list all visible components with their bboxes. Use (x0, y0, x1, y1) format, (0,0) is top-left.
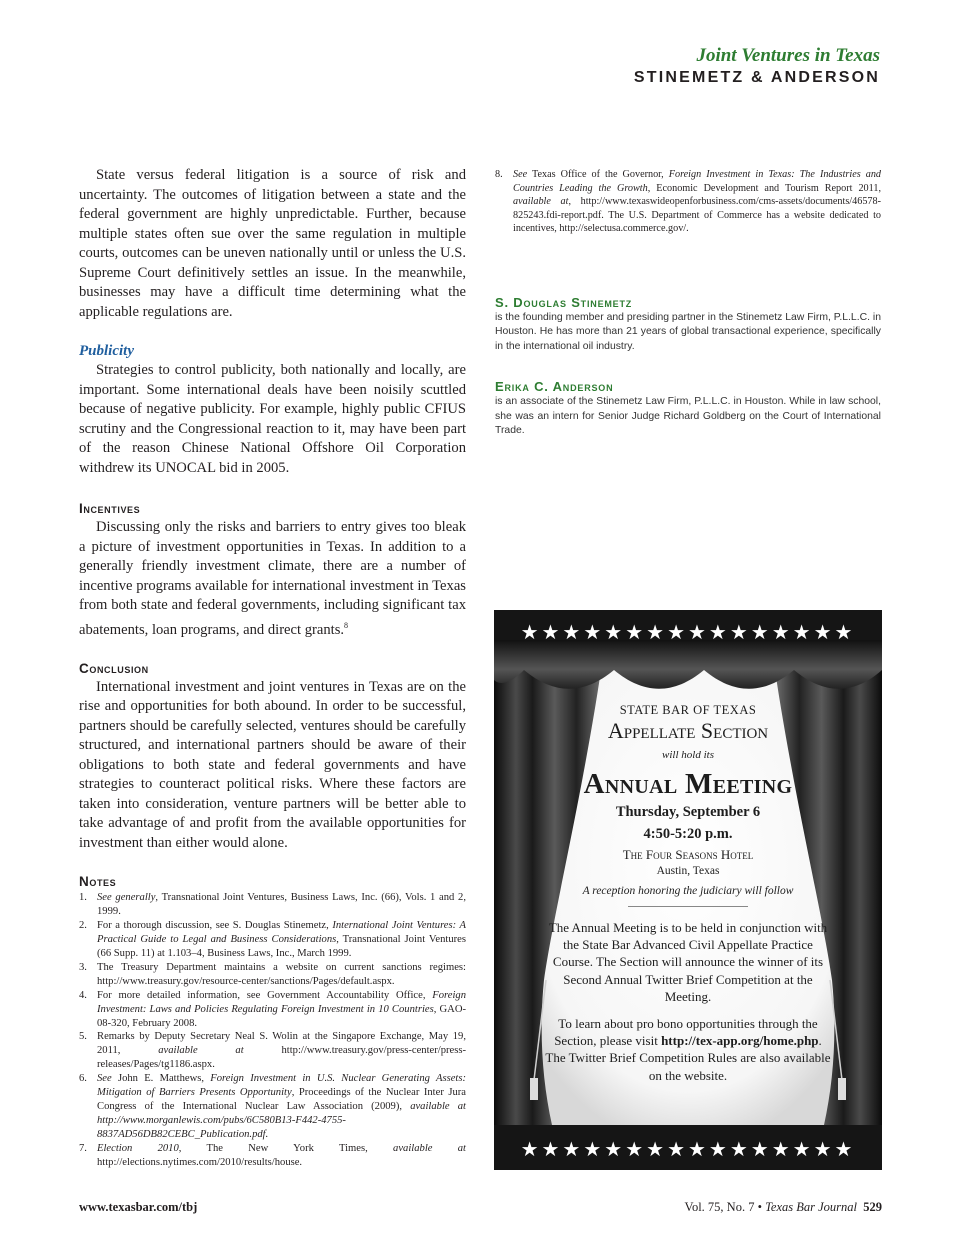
note-text: Texas Office of the Governor, (527, 169, 669, 180)
ad-venue: The Four Seasons Hotel (622, 847, 754, 862)
note-item (79, 919, 466, 961)
publication-title: Joint Ventures in Texas (696, 45, 880, 66)
note-item-8 (495, 168, 881, 236)
note-italic: See (97, 1073, 112, 1085)
note-italic: available at (393, 1142, 466, 1154)
note-item (79, 1030, 466, 1072)
note-text: http://elections.nytimes.com/2010/results/house. (97, 1156, 303, 1168)
notes-heading: Notes (79, 874, 117, 890)
note-italic: Foreign Investment: Laws and Policies Regulating Foreign Investment in 10 Countries (97, 989, 466, 1015)
note-number: 2. (79, 920, 87, 932)
note-text: John E. Matthews, (111, 1073, 211, 1085)
note-number: 6. (79, 1073, 87, 1085)
note-text: Remarks by Deputy Secretary Neal S. Wolin at the Singapore Exchange, May 19, 2011, (97, 1031, 466, 1057)
note-text: , Transnational Joint Ventures (66 Supp. 11) at 1.103–4, Business Laws, Inc., March 1999. (97, 934, 466, 959)
note-italic: available at (513, 196, 569, 208)
author-names: STINEMETZ & ANDERSON (633, 69, 880, 86)
note-number: 8. (495, 169, 503, 180)
author-bio-name: S. Douglas Stinemetz (495, 294, 633, 310)
incentives-text: Discussing only the risks and barriers to entry gives too bleak a picture of investment opportunities in Texas. In addition to a generally friendly investment climate, there are a number of incentive programs available for international investment in Texas from both state and federal governments, including significant tax abatements, loan programs, and direct grants. (79, 519, 466, 638)
note-item (79, 989, 466, 1031)
note-text: http://www.treasury.gov/press-center/press-releases/Pages/tg1186.aspx. (97, 1045, 467, 1071)
note-italic: International Joint Ventures: A Practical Guide to Legal and Business Considerations (97, 920, 466, 946)
note-italic: Foreign Investment in Texas: The Industries and Countries Leading the Growth (513, 169, 882, 194)
running-header (634, 44, 880, 88)
footer-page-number: 529 (863, 1200, 882, 1214)
note-italic: See generally (97, 892, 156, 904)
right-column (495, 168, 881, 439)
author-bio-text: is an associate of the Stinemetz Law Firm, P.L.L.C. in Houston. While in law school, she was an intern for Senior Judge Richard Goldberg on the Court of International Trade. (495, 396, 881, 437)
note-text: For a thorough discussion, see S. Douglas Stinemetz, (97, 920, 333, 932)
note-italic: available at http://www.morganlewis.com/pubs/6C580B13-F442-4755-8837AD56DB82CEBC_Publication.pdf. (97, 1100, 466, 1140)
ad-probono-text-end: . The Twitter Brief Competition Rules are also available on the website. (545, 1033, 831, 1083)
note-italic: See (513, 169, 528, 180)
note-item (79, 961, 466, 989)
author-bio-name: Erika C. Anderson (495, 379, 614, 395)
appellate-section-advertisement (494, 610, 882, 1170)
note-item (79, 1072, 466, 1142)
ad-section-name: Appellate Section (607, 718, 769, 743)
note-italic: Foreign Investment in U.S. Nuclear Generating Assets: Mitigation of Barriers Presents Opportunity (97, 1073, 466, 1099)
star-border-bottom: ★★★★★★★★★★★★★★★★ (520, 1139, 856, 1161)
note-number: 5. (79, 1031, 87, 1043)
note-number: 3. (79, 961, 87, 973)
ad-reception: A reception honoring the judiciary will follow (582, 885, 794, 897)
ad-paragraph-probono (544, 1015, 832, 1084)
ad-will-hold: will hold its (662, 749, 714, 761)
footer-journal-name: Texas Bar Journal (765, 1200, 857, 1214)
ad-organization: STATE BAR OF TEXAS (619, 703, 757, 717)
footer-website-link[interactable]: www.texasbar.com/tbj (79, 1200, 198, 1214)
note-number: 1. (79, 892, 87, 904)
footer-bullet: • (757, 1200, 762, 1214)
note-number: 4. (79, 989, 87, 1001)
ad-text-block (544, 702, 832, 1094)
ad-paragraph-meeting: The Annual Meeting is to be held in conjunction with the State Bar Advanced Civil Appellate Practice Course. The Section will announce the winner of its Second Annual Twitter Brief Competition at the Meeting. (548, 920, 828, 1004)
note-text: , Transnational Joint Ventures, Business Laws, Inc. (66), Vols. 1 and 2, 1999. (97, 892, 466, 918)
note-text: , Proceedings of the Nuclear Inter Jura Congress of the International Nuclear Law Association (2009), (97, 1087, 466, 1112)
note-text: , Economic Development and Tourism Report 2011, (647, 182, 881, 194)
ad-divider (628, 906, 748, 907)
note-text: , The New York Times, (178, 1142, 394, 1154)
footer-issue-info (685, 1200, 882, 1215)
footer-volume: Vol. 75, No. 7 (684, 1200, 755, 1214)
left-column (79, 166, 466, 1169)
note-item (79, 1142, 466, 1170)
publicity-paragraph: Strategies to control publicity, both nationally and locally, are important. Some international deals have been noisily scuttled because of negative publicity. For example, highly public CFIUS scrutiny and the Congressional reaction to it, may have been part of the reason Chinese National Offshore Oil Corporation withdrew its UNOCAL bid in 2005. (79, 362, 466, 476)
author-bio-text: is the founding member and presiding partner in the Stinemetz Law Firm, P.L.L.C. in Houston. He has more than 21 years of global transactional experience, specifically in the international oil industry. (495, 311, 881, 352)
note-text: , http://www.texaswideopenforbusiness.com/cms-assets/documents/46578-825243.fdi-report.pdf. The U.S. Department of Commerce has a website dedicated to incentives, http://selectusa.commerce.gov/. (513, 196, 881, 235)
ad-probono-text: To learn about pro bono opportunities through the Section, please visit (554, 1016, 818, 1049)
note-text: , GAO-08-320, February 2008. (97, 1003, 466, 1029)
conclusion-paragraph: International investment and joint ventures in Texas are on the rise and opportunities for both abound. In order to be successful, partners should be carefully selected, ventures should be carefully structured, and international partners should be aware of their obligations to both state and federal governments and have strategies to counteract political risks. Where these factors are taken into consideration, venture partners will be better able to take advantage of and profit from the available opportunities for investment than either would alone. (79, 678, 466, 851)
ad-event-date: Thursday, September 6 (615, 804, 761, 820)
note-italic: available at (158, 1045, 244, 1057)
ad-city: Austin, Texas (656, 865, 720, 877)
incentives-paragraph (79, 518, 466, 640)
note-text: For more detailed information, see Government Accountability Office, (97, 989, 433, 1001)
footnote-ref-8[interactable]: 8 (344, 620, 349, 630)
note-item (79, 891, 466, 919)
ad-event-title: Annual Meeting (583, 768, 793, 800)
note-italic: Election 2010 (97, 1142, 179, 1154)
incentives-heading: Incentives (79, 501, 141, 516)
star-border-top: ★★★★★★★★★★★★★★★★ (520, 622, 856, 644)
note-number: 7. (79, 1142, 87, 1154)
conclusion-heading: Conclusion (79, 660, 149, 676)
ad-event-time: 4:50-5:20 p.m. (643, 826, 733, 842)
publicity-heading: Publicity (79, 343, 134, 359)
ad-website-link[interactable]: http://tex-app.org/home.php (661, 1033, 819, 1049)
notes-list (79, 891, 466, 1169)
intro-paragraph: State versus federal litigation is a source of risk and uncertainty. The outcomes of litigation between a state and the federal government are highly unpredictable. Further, because multiple states often sue over the same regulation in multiple courts, outcomes can be uneven nationally until or unless the U.S. Supreme Court definitively settles an issue. In the meanwhile, businesses may have a difficult time determining what the applicable regulations are. (79, 167, 466, 320)
note-text: The Treasury Department maintains a website on current sanctions regimes: http://www.treasury.gov/resource-center/sanctions/Pages/default.aspx. (97, 961, 466, 987)
